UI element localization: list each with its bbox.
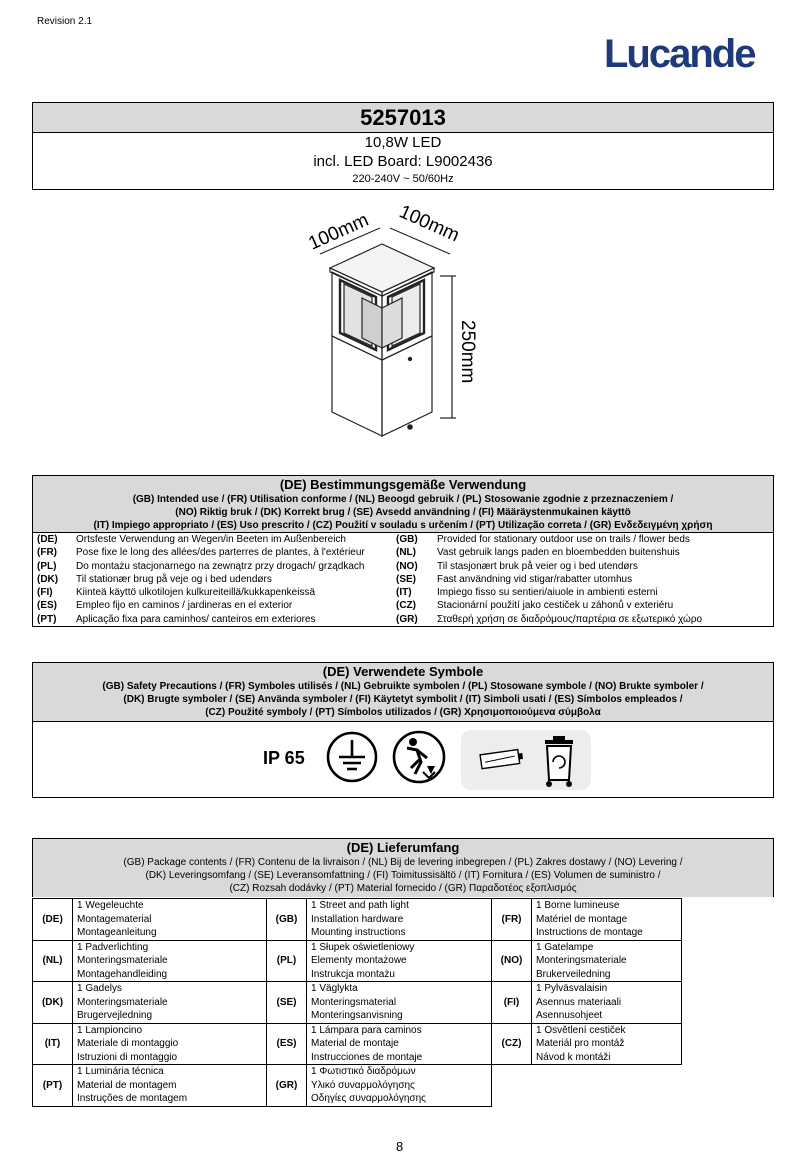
- package-items: [73, 982, 267, 1024]
- use-code: (CZ): [396, 600, 416, 612]
- package-item-line: Asennusohjeet: [536, 1010, 603, 1021]
- use-code: (FR): [37, 547, 57, 559]
- package-item-line: 1 Street and path light: [311, 900, 409, 911]
- package-lang-code: (NL): [33, 940, 73, 982]
- package-item-line: 1 Wegeleuchte: [77, 900, 144, 911]
- package-item-line: 1 Lampioncino: [77, 1024, 143, 1036]
- ground-earth-icon: [325, 730, 379, 784]
- package-items: [532, 982, 682, 1024]
- symbols-subtitle-1: (GB) Safety Precautions / (FR) Symboles utilisés / (NL) Gebruikte symbolen / (PL) Stosowane symbole / (NO) Brukte symboler /: [102, 681, 704, 692]
- package-item-line: 1 Φωτιστικό διαδρόμων: [311, 1066, 416, 1077]
- package-item-line: Montagehandleiding: [77, 968, 168, 980]
- package-items: [307, 899, 492, 941]
- package-item-line: Materiale di montaggio: [77, 1038, 179, 1049]
- package-item-line: Installation hardware: [311, 913, 404, 925]
- width-dimension: 100mm: [305, 209, 372, 255]
- symbols-title: (DE) Verwendete Symbole: [322, 664, 484, 679]
- use-text: Til stationær brug på veje og i bed udendørs: [76, 573, 272, 585]
- depth-dimension: 100mm: [395, 201, 463, 247]
- package-lang-code: (GR): [267, 1065, 307, 1107]
- package-items: [73, 899, 267, 941]
- intended-use-subtitle-1: (GB) Intended use / (FR) Utilisation conforme / (NL) Beoogd gebruik / (PL) Stosowanie zgodnie z przeznaczeniem /: [132, 494, 674, 505]
- use-code: (NO): [396, 560, 418, 572]
- intended-use-list: [33, 533, 773, 626]
- use-text: Vast gebruik langs paden en bloembedden buitenshuis: [437, 547, 680, 559]
- package-items: [307, 1065, 492, 1107]
- package-item-line: 1 Padverlichting: [77, 941, 149, 953]
- package-items: [307, 982, 492, 1024]
- package-items: [73, 1023, 267, 1065]
- package-item-line: 1 Słupek oświetleniowy: [311, 941, 415, 953]
- package-lang-code: (GB): [267, 899, 307, 941]
- package-lang-code: (NO): [492, 940, 532, 982]
- package-items: [532, 899, 682, 941]
- package-items: [307, 1023, 492, 1065]
- package-lang-code: (DK): [33, 982, 73, 1024]
- package-item-line: Monteringsmateriale: [77, 955, 168, 966]
- package-item-line: Montageanleitung: [77, 927, 157, 938]
- package-subtitle-1: (GB) Package contents / (FR) Contenu de la livraison / (NL) Bij de levering inbegrepen / (PL) Zakres dostawy / (NO) Levering /: [123, 857, 683, 868]
- package-item-line: Materiál pro montáž: [536, 1038, 625, 1049]
- empty-cell: [492, 1065, 532, 1107]
- intended-use-header: [33, 476, 773, 533]
- package-section: [32, 838, 774, 897]
- package-items: [73, 1065, 267, 1107]
- package-item-line: Instruções de montagem: [77, 1093, 188, 1104]
- use-code: (DE): [37, 534, 58, 545]
- package-item-line: Instructions de montage: [536, 927, 643, 938]
- package-item-line: Monteringsmateriale: [77, 996, 168, 1008]
- package-item-line: Brugervejledning: [77, 1010, 153, 1021]
- use-code: (IT): [396, 587, 412, 599]
- package-item-line: Monteringsanvisning: [311, 1010, 403, 1021]
- package-lang-code: (PL): [267, 940, 307, 982]
- package-row: [33, 982, 682, 1024]
- package-item-line: Mounting instructions: [311, 927, 406, 938]
- use-code: (GB): [396, 534, 418, 545]
- brand-logo: Lucande: [604, 32, 755, 76]
- package-items: [532, 940, 682, 982]
- empty-cell: [532, 1065, 682, 1107]
- symbols-section: [32, 662, 774, 798]
- voltage-rating: 220-240V ~ 50/60Hz: [352, 173, 454, 185]
- battery-weee-icon: [461, 726, 591, 792]
- package-row: [33, 899, 682, 941]
- intended-use-subtitle-2: (NO) Riktig bruk / (DK) Korrekt brug / (SE) Avsedd användning / (FI) Määräystenmukainen käyttö: [175, 507, 631, 518]
- package-row: [33, 1065, 682, 1107]
- package-item-line: Material de montaje: [311, 1038, 399, 1049]
- package-subtitle-3: (CZ) Rozsah dodávky / (PT) Material fornecido / (GR) Παραδοτέος εξοπλισμός: [229, 883, 577, 894]
- use-text: Impiego fisso su sentieri/aiuole in ambienti esterni: [437, 587, 658, 599]
- use-code: (PL): [37, 560, 57, 572]
- package-item-line: Montagematerial: [77, 913, 152, 925]
- package-item-line: 1 Pylväsvalaisin: [536, 983, 608, 994]
- revision-label: Revision 2.1: [37, 16, 93, 27]
- package-item-line: Monteringsmaterial: [311, 996, 397, 1008]
- package-item-line: Matériel de montage: [536, 913, 628, 925]
- symbols-subtitle-2: (DK) Brugte symboler / (SE) Använda symboler / (FI) Käytetyt symbolit / (IT) Simboli usati / (ES) Símbolos empleados /: [123, 694, 683, 705]
- ip-rating: IP 65: [263, 748, 305, 768]
- use-code: (DK): [37, 573, 59, 585]
- package-item-line: Brukerveiledning: [536, 968, 611, 980]
- package-item-line: Elementy montażowe: [311, 955, 407, 966]
- package-contents-table: [32, 898, 682, 1107]
- use-text: Do montażu stacjonarnego na zewnątrz przy drogach/ grządkach: [76, 560, 365, 572]
- use-text: Pose fixe le long des allées/des parterres de plantes, à l'extérieur: [76, 547, 365, 559]
- package-lang-code: (PT): [33, 1065, 73, 1107]
- use-code: (PT): [37, 613, 57, 625]
- model-number: 5257013: [33, 103, 773, 133]
- package-item-line: Istruzioni di montaggio: [77, 1051, 178, 1063]
- package-lang-code: (CZ): [492, 1023, 532, 1065]
- height-dimension: 250mm: [457, 320, 478, 384]
- intended-use-section: [32, 475, 774, 627]
- package-item-line: Οδηγίες συναρμολόγησης: [311, 1093, 426, 1104]
- package-item-line: 1 Gatelampe: [536, 941, 594, 953]
- use-text: Kiinteä käyttö ulkotilojen kulkureiteillä/kukkapenkeissä: [76, 587, 316, 599]
- use-text: Aplicação fixa para caminhos/ canteiros em exteriores: [76, 613, 316, 625]
- package-item-line: Návod k montáži: [536, 1051, 611, 1063]
- package-lang-code: (SE): [267, 982, 307, 1024]
- intended-use-subtitle-3: (IT) Impiego appropriato / (ES) Uso prescrito / (CZ) Použití v souladu s určením / (PT) Utilização correta / (GR) Ενδεδειγμένη χρήση: [93, 520, 713, 531]
- use-text: Σταθερή χρήση σε διαδρόμους/παρτέρια σε εξωτερικό χώρο: [437, 613, 703, 625]
- symbols-header: [33, 663, 773, 722]
- use-text: Til stasjonært bruk på veier og i bed utendørs: [437, 560, 638, 572]
- use-code: (GR): [396, 613, 418, 625]
- package-lang-code: (FR): [492, 899, 532, 941]
- package-item-line: Instrucciones de montaje: [311, 1051, 423, 1063]
- package-item-line: Asennus materiaali: [536, 996, 622, 1008]
- package-lang-code: (DE): [33, 899, 73, 941]
- product-drawing: [300, 198, 500, 443]
- intended-use-title: (DE) Bestimmungsgemäße Verwendung: [279, 477, 527, 492]
- use-text: Ortsfeste Verwendung an Wegen/in Beeten im Außenbereich: [76, 534, 346, 545]
- package-item-line: 1 Väglykta: [311, 983, 358, 994]
- package-item-line: Υλικό συναρμολόγησης: [311, 1079, 415, 1091]
- package-subtitle-2: (DK) Leveringsomfang / (SE) Leveransomfattning / (FI) Toimitussisältö / (IT) Fornitura / (ES) Volumen de suministro /: [145, 870, 661, 881]
- symbols-subtitle-3: (CZ) Použité symboly / (PT) Símbolos utilizados / (GR) Χρησιμοποιούμενα σύμβολα: [205, 707, 601, 718]
- package-item-line: 1 Osvětlení cestiček: [536, 1024, 626, 1036]
- use-text: Fast användning vid stigar/rabatter utomhus: [437, 573, 633, 585]
- power-rating: 10,8W LED: [364, 134, 442, 151]
- package-header: [33, 839, 773, 897]
- use-text: Provided for stationary outdoor use on trails / flower beds: [437, 534, 690, 545]
- package-lang-code: (FI): [492, 982, 532, 1024]
- use-text: Stacionární použití jako cestiček u záhonů v exteriéru: [437, 600, 674, 612]
- package-row: [33, 1023, 682, 1065]
- package-item-line: 1 Borne lumineuse: [536, 900, 620, 911]
- led-board: incl. LED Board: L9002436: [313, 153, 493, 170]
- package-item-line: 1 Lámpara para caminos: [311, 1024, 422, 1036]
- use-code: (NL): [396, 547, 416, 559]
- package-items: [307, 940, 492, 982]
- use-code: (SE): [396, 573, 416, 585]
- product-title-box: [32, 102, 774, 190]
- package-lang-code: (ES): [267, 1023, 307, 1065]
- package-lang-code: (IT): [33, 1023, 73, 1065]
- package-item-line: Monteringsmateriale: [536, 955, 627, 966]
- use-code: (FI): [37, 587, 53, 599]
- package-items: [73, 940, 267, 982]
- package-item-line: 1 Luminária técnica: [77, 1066, 164, 1077]
- package-item-line: 1 Gadelys: [77, 983, 123, 994]
- page-number: 8: [396, 1139, 404, 1154]
- no-litter-recycle-icon: [391, 728, 447, 786]
- package-item-line: Instrukcja montażu: [311, 968, 395, 980]
- use-text: Empleo fijo en caminos / jardineras en el exterior: [76, 600, 293, 612]
- package-title: (DE) Lieferumfang: [346, 840, 460, 855]
- symbols-body: [33, 722, 773, 797]
- package-item-line: Material de montagem: [77, 1079, 177, 1091]
- package-items: [532, 1023, 682, 1065]
- use-code: (ES): [37, 600, 57, 612]
- package-row: [33, 940, 682, 982]
